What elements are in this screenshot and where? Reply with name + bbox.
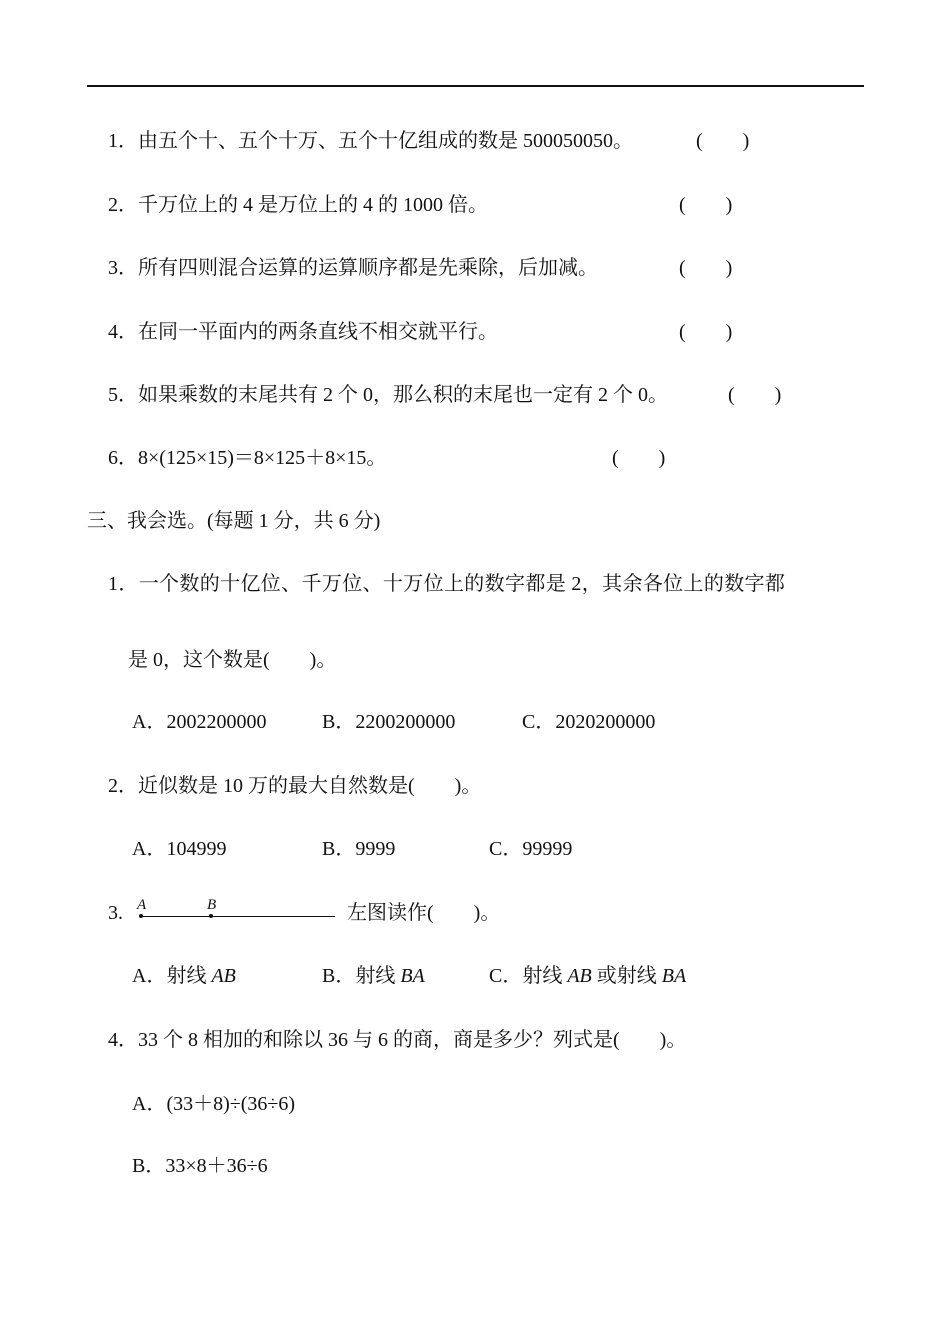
point-b-label: B [207, 897, 217, 913]
q-text: 所有四则混合运算的运算顺序都是先乘除，后加减。 [138, 257, 598, 279]
option-b[interactable]: B．9999 [322, 838, 396, 860]
option-b[interactable]: B．2200200000 [322, 711, 456, 733]
section-heading: 三、我会选。(每题 1 分，共 6 分) [87, 510, 381, 532]
q-text: 8×(125×15)＝8×125＋8×15。 [138, 447, 387, 469]
option-b[interactable]: B．33×8＋36÷6 [132, 1155, 268, 1177]
option-c[interactable] [489, 964, 686, 988]
answer-paren-5[interactable]: ( ) [728, 384, 782, 406]
header-rule [87, 85, 864, 87]
answer-paren-4[interactable]: ( ) [679, 321, 733, 343]
tf-question-2 [108, 193, 488, 217]
option-text: 或射线 [591, 965, 662, 987]
mc-question-3: 左图读作( )。 [347, 902, 501, 924]
ray-figure-line [140, 916, 335, 917]
q-text: 如果乘数的末尾共有 2 个 0，那么积的末尾也一定有 2 个 0。 [138, 384, 668, 406]
answer-paren-6[interactable]: ( ) [612, 447, 666, 469]
mc-question-2: 2．近似数是 10 万的最大自然数是( )。 [108, 775, 482, 797]
tf-question-3 [108, 256, 598, 280]
option-text: A．射线 [132, 965, 212, 987]
mc-question-1-cont: 是 0，这个数是( )。 [128, 649, 337, 671]
option-b[interactable] [322, 964, 425, 988]
q-num: 5． [108, 384, 138, 406]
ray-name: AB [211, 965, 236, 987]
mc-question-4: 4．33 个 8 相加的和除以 36 与 6 的商，商是多少？列式是( )。 [108, 1029, 687, 1051]
point-a-dot [139, 914, 143, 918]
tf-question-1 [108, 129, 633, 153]
ray-name: BA [400, 965, 425, 987]
q-text: 在同一平面内的两条直线不相交就平行。 [138, 321, 498, 343]
option-c[interactable]: C．99999 [489, 838, 573, 860]
mc-question-1: 1．一个数的十亿位、千万位、十万位上的数字都是 2，其余各位上的数字都 [108, 573, 786, 595]
option-c[interactable]: C．2020200000 [522, 711, 656, 733]
option-a[interactable]: A．2002200000 [132, 711, 267, 733]
point-b-dot [209, 914, 213, 918]
q-text: 由五个十、五个十万、五个十亿组成的数是 500050050。 [138, 130, 633, 152]
q-num: 3． [108, 257, 138, 279]
answer-paren-1[interactable]: ( ) [696, 130, 750, 152]
option-text: C．射线 [489, 965, 568, 987]
option-a[interactable]: A．104999 [132, 838, 227, 860]
tf-question-6 [108, 446, 386, 470]
ray-name: BA [661, 965, 687, 987]
q-text: 千万位上的 4 是万位上的 4 的 1000 倍。 [138, 194, 488, 216]
option-a[interactable] [132, 964, 236, 988]
tf-question-5 [108, 383, 668, 407]
answer-paren-3[interactable]: ( ) [679, 257, 733, 279]
answer-paren-2[interactable]: ( ) [679, 194, 733, 216]
q-num: 1． [108, 130, 138, 152]
q-num: 2． [108, 194, 138, 216]
q-num: 6． [108, 447, 138, 469]
ray-name: AB [567, 965, 592, 987]
option-text: B．射线 [322, 965, 401, 987]
q-num: 4． [108, 321, 138, 343]
mc-question-3-num: 3. [108, 902, 123, 924]
option-a[interactable]: A．(33＋8)÷(36÷6) [132, 1093, 296, 1115]
tf-question-4 [108, 320, 498, 344]
point-a-label: A [137, 897, 147, 913]
